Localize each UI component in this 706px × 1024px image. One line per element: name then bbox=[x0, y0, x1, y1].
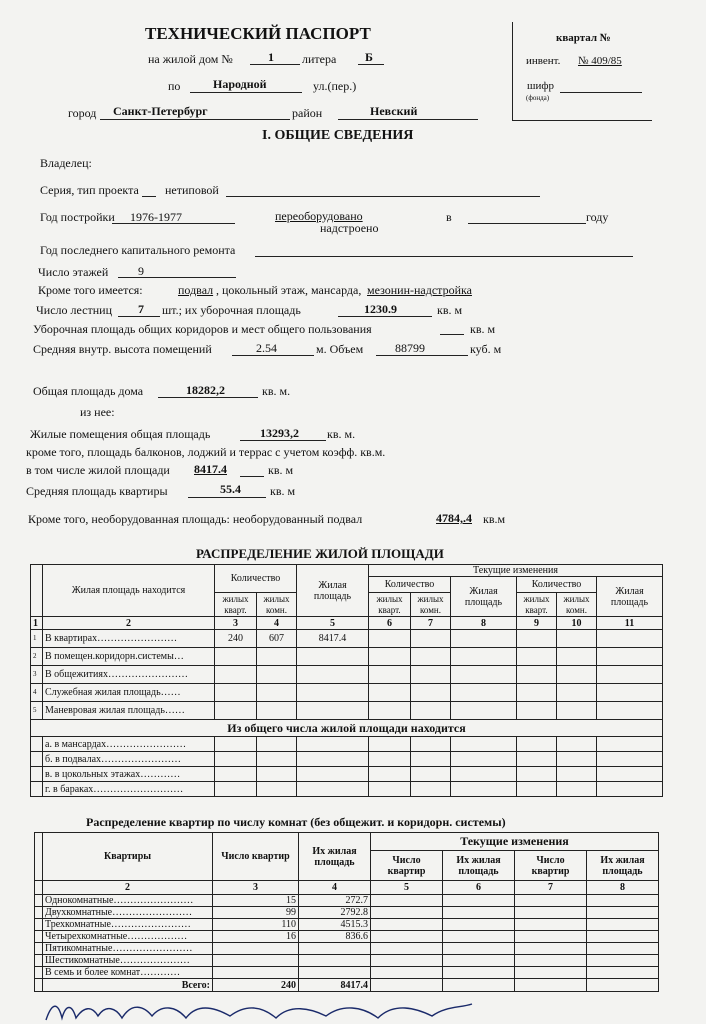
dist-h-flats-3: жилых кварт. bbox=[517, 593, 557, 617]
row-label: В общежитиях…………………… bbox=[43, 666, 215, 684]
dist-h-changes: Текущие изменения bbox=[369, 565, 663, 577]
dist-num: 11 bbox=[597, 617, 663, 630]
street-prefix: по bbox=[168, 79, 181, 93]
apt-count: 110 bbox=[213, 919, 299, 931]
apts-num: 5 bbox=[371, 881, 443, 895]
table-row bbox=[31, 737, 663, 752]
apt-total-count: 240 bbox=[213, 979, 299, 992]
dist-num: 9 bbox=[517, 617, 557, 630]
incl-unit: кв. м bbox=[268, 463, 294, 477]
litera: Б bbox=[365, 50, 373, 64]
apt-label: Четырехкомнатные……………… bbox=[43, 931, 213, 943]
apts-h-area-3: Их жилая площадь bbox=[587, 851, 659, 881]
sub-row-label: г. в бараках……………………… bbox=[43, 782, 215, 797]
apts-num: 6 bbox=[443, 881, 515, 895]
dist-num: 2 bbox=[43, 617, 215, 630]
street: Народной bbox=[213, 77, 267, 91]
apt-area: 2792.8 bbox=[299, 907, 371, 919]
table-row bbox=[35, 919, 659, 931]
avg-label: Средняя площадь квартиры bbox=[26, 484, 168, 498]
row-area: 8417.4 bbox=[297, 630, 369, 648]
besides-basement: подвал bbox=[178, 283, 214, 297]
apt-label: Двухкомнатные…………………… bbox=[43, 907, 213, 919]
sub-row-label: а. в мансардах…………………… bbox=[43, 737, 215, 752]
stairs-mid: шт.; их уборочная площадь bbox=[162, 303, 301, 317]
apts-num: 3 bbox=[213, 881, 299, 895]
table-row bbox=[31, 752, 663, 767]
apts-h-count-3: Число квартир bbox=[515, 851, 587, 881]
handwritten-signature bbox=[40, 996, 480, 1024]
apt-label: В семь и более комнат………… bbox=[43, 967, 213, 979]
floors-label: Число этажей bbox=[38, 265, 109, 279]
living-unit: кв. м. bbox=[327, 427, 356, 441]
apts-h-area: Их жилая площадь bbox=[299, 833, 371, 881]
district-label: район bbox=[292, 106, 323, 120]
kvartal-label: квартал № bbox=[556, 32, 611, 44]
last-repair-label: Год последнего капитального ремонта bbox=[40, 243, 236, 257]
apts-num: 8 bbox=[587, 881, 659, 895]
incl-label: в том числе жилой площади bbox=[26, 463, 170, 477]
dist-h-flats-2: жилых кварт. bbox=[369, 593, 411, 617]
corridor-label: Уборочная площадь общих коридоров и мест общего пользования bbox=[33, 322, 372, 336]
row-label: В помещен.коридорн.системы… bbox=[43, 648, 215, 666]
dist-num: 8 bbox=[451, 617, 517, 630]
living-label: Жилые помещения общая площадь bbox=[30, 427, 211, 441]
year-suffix: году bbox=[586, 210, 609, 224]
table-row bbox=[31, 666, 663, 684]
owner-label: Владелец: bbox=[40, 156, 92, 170]
row-flats: 240 bbox=[215, 630, 257, 648]
of-which: из нее: bbox=[80, 405, 115, 419]
sub-row-label: б. в подвалах…………………… bbox=[43, 752, 215, 767]
besides-mezzanine: мезонин-надстройка bbox=[367, 283, 472, 297]
dist-h-area-2: Жилая площадь bbox=[451, 577, 517, 617]
litera-label: литера bbox=[302, 52, 337, 66]
dist-h-area-3: Жилая площадь bbox=[597, 577, 663, 617]
dist-table bbox=[30, 564, 663, 797]
apts-num: 7 bbox=[515, 881, 587, 895]
apt-count: 15 bbox=[213, 895, 299, 907]
apt-total-label: Всего: bbox=[43, 979, 213, 992]
table-row bbox=[35, 967, 659, 979]
table-row bbox=[31, 767, 663, 782]
dist-num: 6 bbox=[369, 617, 411, 630]
stairs-area: 1230.9 bbox=[364, 302, 397, 316]
dist-h-qty-2: Количество bbox=[369, 577, 451, 593]
reequipped: переоборудовано bbox=[275, 209, 363, 223]
apt-label: Пятикомнатные…………………… bbox=[43, 943, 213, 955]
total-row bbox=[35, 979, 659, 992]
doc-title: ТЕХНИЧЕСКИЙ ПАСПОРТ bbox=[145, 24, 371, 43]
total-label: Общая площадь дома bbox=[33, 384, 144, 398]
apts-h-count-2: Число квартир bbox=[371, 851, 443, 881]
table-row bbox=[35, 907, 659, 919]
series-label: Серия, тип проекта bbox=[40, 183, 139, 197]
dist-num: 4 bbox=[257, 617, 297, 630]
apt-area: 4515.3 bbox=[299, 919, 371, 931]
height-value: 2.54 bbox=[256, 341, 277, 355]
built-on: надстроено bbox=[320, 221, 379, 235]
row-rooms: 607 bbox=[257, 630, 297, 648]
dist-h-rooms-2: жилых комн. bbox=[411, 593, 451, 617]
volume-value: 88799 bbox=[395, 341, 425, 355]
dist-h-rooms-3: жилых комн. bbox=[557, 593, 597, 617]
avg-value: 55.4 bbox=[220, 482, 241, 496]
dist-h-rooms: жилых комн. bbox=[257, 593, 297, 617]
row-num: 4 bbox=[31, 684, 43, 702]
row-label: В квартирах…………………… bbox=[43, 630, 215, 648]
apt-area: 272.7 bbox=[299, 895, 371, 907]
in-label: в bbox=[446, 210, 452, 224]
dist-num: 1 bbox=[31, 617, 43, 630]
house-label: на жилой дом № bbox=[148, 52, 233, 66]
apt-area: 836.6 bbox=[299, 931, 371, 943]
apt-total-area: 8417.4 bbox=[299, 979, 371, 992]
row-num: 5 bbox=[31, 702, 43, 720]
shifr-label: шифр bbox=[527, 80, 554, 92]
table-row bbox=[35, 931, 659, 943]
floors-value: 9 bbox=[138, 264, 144, 278]
apt-count: 16 bbox=[213, 931, 299, 943]
sub-title: Из общего числа жилой площади находится bbox=[31, 720, 663, 737]
row-label: Маневровая жилая площадь…… bbox=[43, 702, 215, 720]
house-no: 1 bbox=[268, 50, 274, 64]
year-label: Год постройки bbox=[40, 210, 115, 224]
row-num: 3 bbox=[31, 666, 43, 684]
invent-number: № 409/85 bbox=[578, 55, 622, 67]
apt-label: Однокомнатные…………………… bbox=[43, 895, 213, 907]
stairs-value: 7 bbox=[138, 302, 144, 316]
row-num: 2 bbox=[31, 648, 43, 666]
height-unit: м. Объем bbox=[316, 342, 364, 356]
table-row bbox=[31, 684, 663, 702]
apts-h-area-2: Их жилая площадь bbox=[443, 851, 515, 881]
series-value: нетиповой bbox=[165, 183, 219, 197]
unequipped-label: Кроме того, необорудованная площадь: необорудованный подвал bbox=[28, 512, 363, 526]
invent-label: инвент. bbox=[526, 55, 561, 67]
dist-h-qty: Количество bbox=[215, 565, 297, 593]
dist-num: 10 bbox=[557, 617, 597, 630]
dist-num: 5 bbox=[297, 617, 369, 630]
corridor-unit: кв. м bbox=[470, 322, 496, 336]
apts-table bbox=[34, 832, 659, 992]
dist-title: РАСПРЕДЕЛЕНИЕ ЖИЛОЙ ПЛОЩАДИ bbox=[196, 546, 444, 561]
dist-num: 7 bbox=[411, 617, 451, 630]
apts-num: 4 bbox=[299, 881, 371, 895]
besides-rest: , цокольный этаж, мансарда, bbox=[216, 283, 362, 297]
balcony-label: кроме того, площадь балконов, лоджий и террас с учетом коэфф. кв.м. bbox=[26, 445, 386, 459]
unequipped-value: 4784,.4 bbox=[436, 511, 472, 525]
table-row bbox=[31, 782, 663, 797]
apts-h-apts: Квартиры bbox=[43, 833, 213, 881]
apts-title: Распределение квартир по числу комнат (без общежит. и коридорн. системы) bbox=[86, 815, 506, 829]
table-row bbox=[35, 895, 659, 907]
city-label: город bbox=[68, 106, 97, 120]
row-num: 1 bbox=[31, 630, 43, 648]
city: Санкт-Петербург bbox=[113, 104, 208, 118]
apt-label: Шестикомнатные………………… bbox=[43, 955, 213, 967]
table-row bbox=[31, 630, 663, 648]
apt-label: Трехкомнатные…………………… bbox=[43, 919, 213, 931]
section-title: I. ОБЩИЕ СВЕДЕНИЯ bbox=[262, 128, 414, 143]
total-unit: кв. м. bbox=[262, 384, 291, 398]
table-row bbox=[31, 648, 663, 666]
fond-label: (фонда) bbox=[526, 94, 550, 102]
sub-row-label: в. в цокольных этажах………… bbox=[43, 767, 215, 782]
row-label: Служебная жилая площадь…… bbox=[43, 684, 215, 702]
dist-h-flats: жилых кварт. bbox=[215, 593, 257, 617]
apts-num: 2 bbox=[43, 881, 213, 895]
dist-h-located: Жилая площадь находится bbox=[43, 565, 215, 617]
stairs-label: Число лестниц bbox=[36, 303, 112, 317]
apts-h-changes: Текущие изменения bbox=[371, 833, 659, 851]
avg-unit: кв. м bbox=[270, 484, 296, 498]
unequipped-unit: кв.м bbox=[483, 512, 506, 526]
year-value: 1976-1977 bbox=[130, 210, 182, 224]
dist-h-area: Жилая площадь bbox=[297, 565, 369, 617]
volume-unit: куб. м bbox=[470, 342, 502, 356]
incl-value: 8417.4 bbox=[194, 462, 227, 476]
dist-num: 3 bbox=[215, 617, 257, 630]
table-row bbox=[31, 702, 663, 720]
table-row bbox=[35, 943, 659, 955]
table-row bbox=[35, 955, 659, 967]
street-type: ул.(пер.) bbox=[313, 79, 357, 93]
height-label: Средняя внутр. высота помещений bbox=[33, 342, 212, 356]
total-value: 18282,2 bbox=[186, 383, 225, 397]
stairs-unit: кв. м bbox=[437, 303, 463, 317]
living-value: 13293,2 bbox=[260, 426, 299, 440]
apt-count: 99 bbox=[213, 907, 299, 919]
dist-h-qty-3: Количество bbox=[517, 577, 597, 593]
district: Невский bbox=[370, 104, 418, 118]
apts-h-count: Число квартир bbox=[213, 833, 299, 881]
besides-label: Кроме того имеется: bbox=[38, 283, 143, 297]
